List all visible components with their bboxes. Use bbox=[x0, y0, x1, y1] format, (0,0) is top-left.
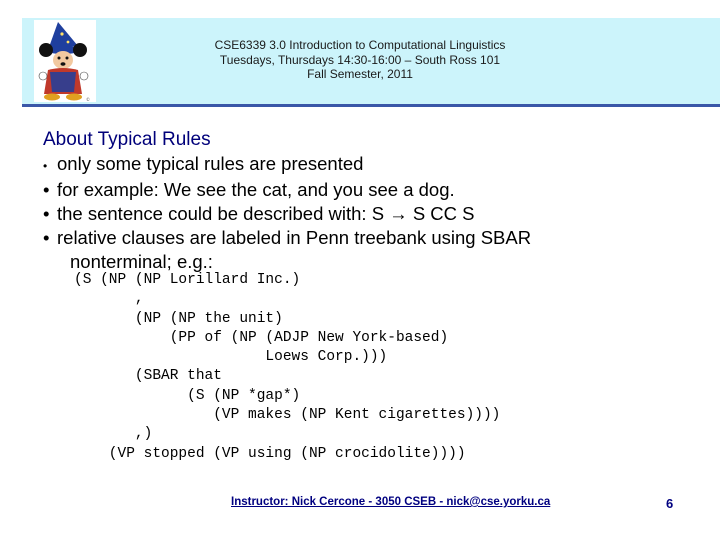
bullet-continuation: nonterminal; e.g.: bbox=[70, 251, 213, 272]
page-number: 6 bbox=[666, 496, 674, 511]
bullet-item bbox=[43, 226, 703, 274]
bullet-list bbox=[43, 152, 703, 274]
bullet-item bbox=[43, 178, 703, 202]
bullet-item bbox=[43, 202, 703, 226]
code-line: (PP of (NP (ADJP New York-based) bbox=[74, 329, 449, 346]
instructor-info[interactable]: Instructor: Nick Cercone - 3050 CSEB - nick@cse.yorku.ca bbox=[231, 496, 551, 508]
code-line: (S (NP (NP Lorillard Inc.) bbox=[74, 272, 301, 288]
code-line: (SBAR that bbox=[74, 368, 222, 385]
bullet-text: only some typical rules are presented bbox=[57, 153, 364, 174]
parse-tree-code bbox=[74, 271, 500, 464]
bullet-text: relative clauses are labeled in Penn treebank using SBAR bbox=[57, 227, 532, 248]
bullet-marker: • bbox=[43, 179, 50, 200]
code-line: (S (NP *gap*) bbox=[74, 387, 301, 404]
bullet-marker: • bbox=[43, 227, 50, 248]
code-line: ,) bbox=[74, 426, 153, 443]
course-info bbox=[120, 38, 600, 82]
course-title: CSE6339 3.0 Introduction to Computational Linguistics bbox=[214, 38, 506, 52]
svg-text:©: © bbox=[86, 97, 90, 102]
code-line: Loews Corp.))) bbox=[74, 349, 388, 366]
bullet-item bbox=[43, 152, 703, 178]
code-line: , bbox=[74, 291, 144, 308]
course-schedule: Tuesdays, Thursdays 14:30-16:00 – South Ross 101 bbox=[219, 52, 501, 67]
code-line: (NP (NP the unit) bbox=[74, 310, 283, 327]
course-semester: Fall Semester, 2011 bbox=[307, 67, 413, 81]
bullet-marker: • bbox=[43, 159, 48, 173]
bullet-text: the sentence could be described with: S → S CC S bbox=[57, 203, 475, 224]
code-line: (VP stopped (VP using (NP crocidolite)))) bbox=[74, 445, 466, 462]
wizard-mouse-logo-icon bbox=[34, 20, 96, 102]
slide-title: About Typical Rules bbox=[43, 129, 211, 150]
bullet-text: for example: We see the cat, and you see a dog. bbox=[57, 179, 455, 200]
code-line: (VP makes (NP Kent cigarettes)))) bbox=[74, 407, 501, 424]
bullet-marker: • bbox=[43, 203, 50, 224]
